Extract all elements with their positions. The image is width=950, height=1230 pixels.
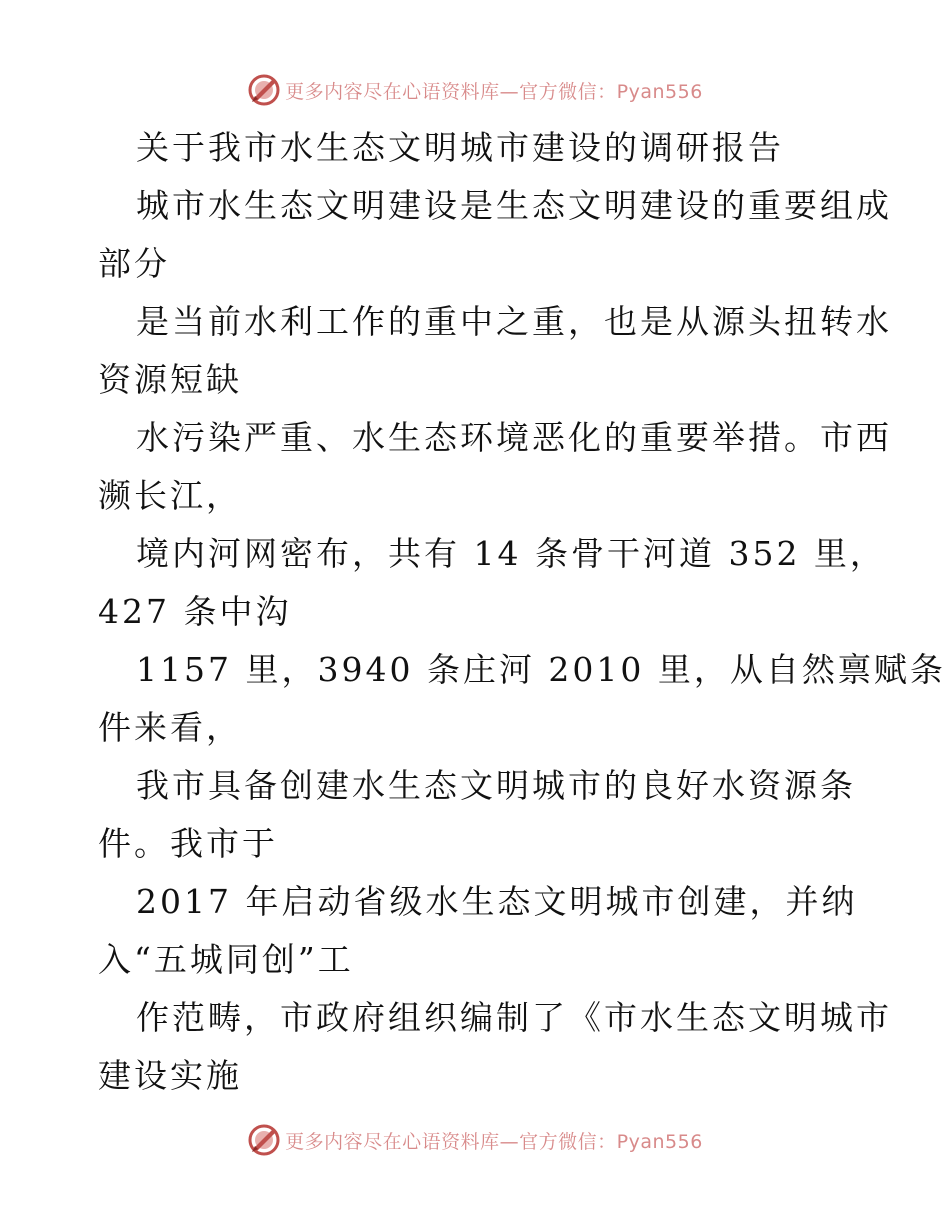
footer-banner (0, 1120, 950, 1160)
text-line: 境内河网密布，共有 14 条骨干河道 352 里， (136, 534, 886, 573)
quill-seal-icon (247, 1123, 281, 1157)
text-line: 部分 (98, 244, 170, 283)
text-line: 2017 年启动省级水生态文明城市创建，并纳 (136, 882, 858, 921)
text-line: 427 条中沟 (98, 592, 292, 631)
text-line: 1157 里，3940 条庄河 2010 里，从自然禀赋条 (136, 650, 946, 689)
text-line: 濒长江， (98, 476, 242, 515)
banner-text: 更多内容尽在心语资料库—官方微信：Pyan556 (285, 1130, 703, 1153)
text-line: 我市具备创建水生态文明城市的良好水资源条 (136, 766, 856, 805)
text-line: 入“五城同创”工 (98, 940, 354, 979)
document-title: 关于我市水生态文明城市建设的调研报告 (136, 128, 784, 167)
text-line: 城市水生态文明建设是生态文明建设的重要组成 (136, 186, 892, 225)
text-line: 水污染严重、水生态环境恶化的重要举措。市西 (136, 418, 892, 457)
text-line: 件。我市于 (98, 824, 278, 863)
text-line: 是当前水利工作的重中之重，也是从源头扭转水 (136, 302, 892, 341)
text-line: 资源短缺 (98, 360, 242, 399)
text-line: 作范畴，市政府组织编制了《市水生态文明城市 (136, 998, 892, 1037)
banner-text: 更多内容尽在心语资料库—官方微信：Pyan556 (285, 80, 703, 103)
text-line: 件来看， (98, 708, 242, 747)
text-line: 建设实施 (98, 1056, 242, 1095)
